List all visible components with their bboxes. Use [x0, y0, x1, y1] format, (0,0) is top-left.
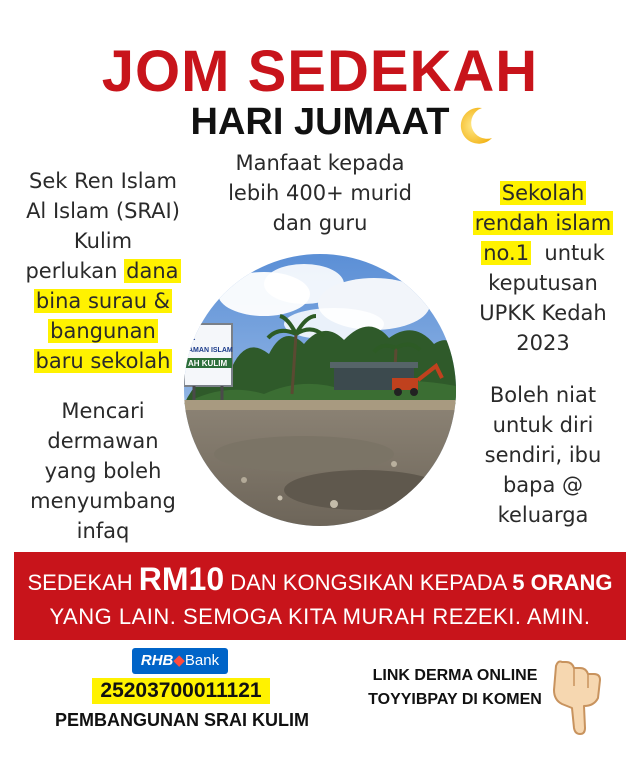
right-text-line: keluarga [497, 503, 589, 527]
left-column-info [18, 166, 188, 376]
right-text-line: untuk diri [492, 413, 594, 437]
share-count: 5 ORANG [512, 570, 613, 595]
right-text-line [458, 238, 628, 268]
page-subtitle: HARI JUMAAT [190, 101, 450, 143]
left-text-line: dermawan [47, 429, 159, 453]
right-text-line: UPKK Kedah [479, 301, 607, 325]
left-text-line [18, 256, 188, 286]
link-text-line: TOYYIBPAY DI KOMEN [368, 691, 542, 708]
donation-banner [14, 552, 626, 640]
left-text-line: infaq [76, 519, 130, 543]
bank-name: Bank [184, 652, 220, 669]
donation-amount: RM10 [138, 561, 225, 597]
left-column-donor-call [18, 396, 188, 546]
signboard-text: AMAN ISLAM [188, 347, 233, 354]
right-text-line [458, 178, 628, 208]
rhb-bank-logo [132, 648, 228, 674]
signboard-text: AH KULIM [188, 359, 228, 368]
crescent-moon-icon [452, 104, 496, 148]
center-text-line: dan guru [272, 211, 368, 235]
banner-text: DAN KONGSIKAN KEPADA [224, 570, 513, 595]
page-title: JOM SEDEKAH [101, 39, 539, 104]
diamond-icon: ◆ [173, 652, 185, 669]
right-text-line: 2023 [516, 331, 570, 355]
online-donation-note [360, 664, 550, 712]
left-text-line: Al Islam (SRAI) [26, 199, 180, 223]
link-text-line: LINK DERMA ONLINE [372, 667, 538, 684]
construction-site-illustration [184, 254, 456, 526]
left-text-line [18, 346, 188, 376]
right-column-info [458, 178, 628, 358]
school-site-photo [184, 254, 456, 526]
left-text-line: Mencari [61, 399, 145, 423]
highlight-text: rendah islam [474, 211, 612, 235]
left-text-line: Sek Ren Islam [29, 169, 177, 193]
right-text-line: Boleh niat [489, 383, 597, 407]
right-text-line [458, 208, 628, 238]
banner-line-1 [14, 562, 626, 600]
left-text-line: yang boleh [44, 459, 162, 483]
account-name: PEMBANGUNAN SRAI KULIM [55, 710, 309, 730]
account-number: 25203700011121 [92, 678, 270, 704]
pointing-down-hand-icon [548, 656, 610, 736]
highlight-text: baru sekolah [35, 349, 171, 373]
banner-text: SEDEKAH [27, 570, 139, 595]
highlight-text: bina surau & [35, 289, 171, 313]
left-text-line: Kulim [73, 229, 133, 253]
right-text-line: keputusan [488, 271, 598, 295]
left-text-plain: perlukan [25, 259, 125, 283]
right-text-plain: untuk [531, 241, 605, 265]
signboard-text: K [186, 328, 196, 343]
banner-line-2: YANG LAIN. SEMOGA KITA MURAH REZEKI. AMIN. [49, 604, 591, 629]
highlight-text: Sekolah [501, 181, 585, 205]
left-text-line: menyumbang [30, 489, 176, 513]
right-text-line: bapa @ [502, 473, 584, 497]
center-text-line: Manfaat kepada [235, 151, 405, 175]
right-column-intention [458, 380, 628, 530]
center-benefit-text [212, 148, 428, 238]
center-text-line: lebih 400+ murid [228, 181, 412, 205]
left-text-line [18, 286, 188, 316]
highlight-text: no.1 [483, 241, 530, 265]
right-text-line: sendiri, ibu [484, 443, 602, 467]
highlight-text: bangunan [50, 319, 156, 343]
highlight-text: dana [126, 259, 179, 283]
left-text-line [18, 316, 188, 346]
bank-name: RHB [140, 652, 174, 669]
